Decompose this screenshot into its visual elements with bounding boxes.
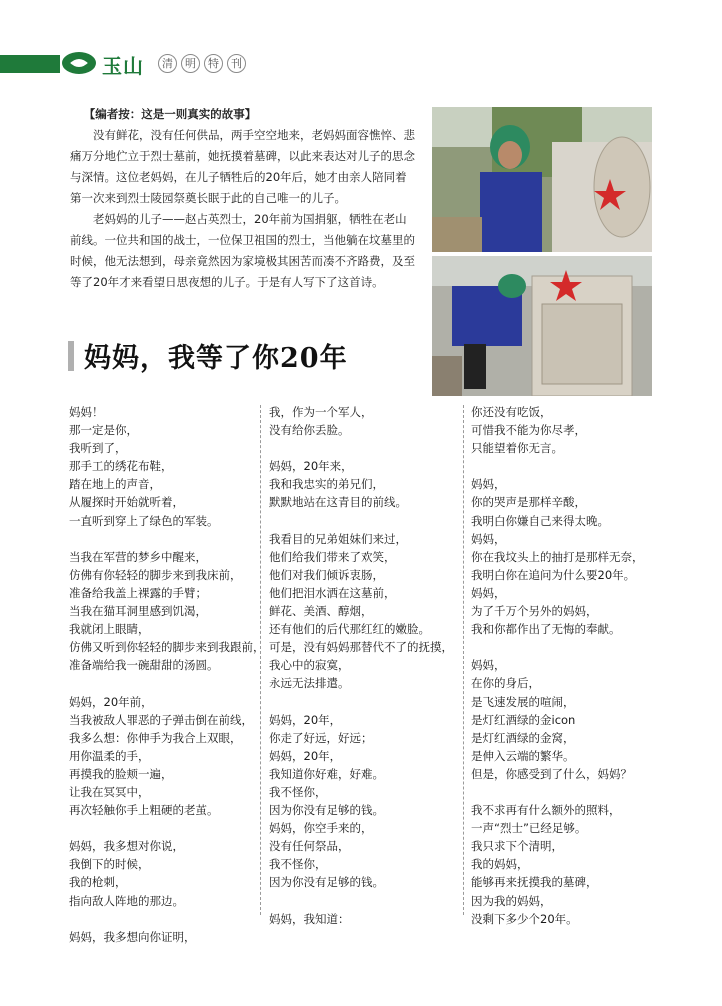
editor-note-paragraph: 没有鲜花，没有任何供品，两手空空地来，老妈妈面容憔悴、悲痛万分地伫立于烈士墓前，她抚摸着墓碑，以此来表达对儿子的思念与深情。这位老妈妈，在儿子牺牲后的20年后，她才由亲人陪同着第一次来到烈士陵园祭奠长眠于此的自己唯一的儿子。 bbox=[70, 128, 415, 205]
poem-line: 只能望着你无言。 bbox=[471, 441, 563, 456]
poem-line: 妈妈， bbox=[471, 477, 506, 492]
poem-line: 他们对我们倾诉衷肠， bbox=[269, 567, 384, 582]
photo-mother-at-tomb bbox=[432, 107, 652, 252]
poem-column-2 bbox=[269, 403, 459, 928]
poem-line: 我和你都作出了无悔的奉献。 bbox=[471, 622, 621, 637]
poem-line: 我不怪你， bbox=[269, 857, 327, 872]
poem-line: 我多么想：你伸手为我合上双眼， bbox=[69, 730, 242, 745]
poem-line: 妈妈，20年前， bbox=[69, 694, 153, 709]
poem-line: 在你的身后， bbox=[471, 676, 540, 691]
editor-note-label: 【编者按：这是一则真实的故事】 bbox=[83, 107, 257, 121]
poem-line: 我，作为一个军人， bbox=[269, 405, 373, 419]
stanza-break bbox=[69, 910, 255, 928]
poem-line: 是飞速发展的喧闹， bbox=[471, 694, 575, 709]
issue-label bbox=[158, 54, 246, 73]
stanza-break bbox=[269, 439, 459, 457]
poem-line: 我听到了， bbox=[69, 441, 127, 456]
poem-line: 为了千万个另外的妈妈， bbox=[471, 604, 598, 619]
poem-line: 妈妈，你空手来的， bbox=[269, 821, 373, 836]
poem-line: 他们给我们带来了欢笑， bbox=[269, 549, 396, 564]
poem-line: 妈妈，20年， bbox=[269, 712, 342, 727]
poem-line: 我的妈妈， bbox=[471, 857, 529, 872]
poem-line: 指向敌人阵地的那边。 bbox=[69, 893, 184, 908]
poem-line: 妈妈，20年， bbox=[269, 748, 342, 763]
poem-line: 妈妈， bbox=[471, 585, 506, 600]
poem-line: 是灯红酒绿的金窝， bbox=[471, 730, 575, 745]
poem-line: 一直听到穿上了绿色的军装。 bbox=[69, 513, 219, 528]
poem-line: 可惜我不能为你尽孝， bbox=[471, 423, 586, 438]
photo-mother-leaning-on-tombstone bbox=[432, 256, 652, 396]
poem-line: 但是，你感受到了什么，妈妈？ bbox=[471, 766, 632, 781]
poem-line: 我不求再有什么额外的照料， bbox=[471, 803, 621, 818]
poem-line: 妈妈，我多想对你说， bbox=[69, 839, 184, 854]
poem-title: 妈妈，我等了你20年 bbox=[84, 343, 348, 374]
poem-column-3 bbox=[471, 403, 671, 928]
stanza-break bbox=[471, 457, 671, 475]
title-accent-bar bbox=[68, 341, 74, 371]
issue-char: 刊 bbox=[227, 54, 246, 73]
poem-line: 我明白你在追问为什么要20年。 bbox=[471, 567, 636, 582]
poem-line: 你还没有吃饭， bbox=[471, 405, 552, 419]
poem-line: 当我在猫耳洞里感到饥渴， bbox=[69, 604, 207, 619]
magazine-logo-icon bbox=[60, 48, 98, 78]
poem-line: 我的枪刺， bbox=[69, 875, 127, 890]
poem-line: 那手工的绣花布鞋， bbox=[69, 459, 173, 474]
poem-line: 一声“烈士”已经足够。 bbox=[471, 821, 587, 836]
poem-line: 默默地站在这青目的前线。 bbox=[269, 495, 407, 510]
stanza-break bbox=[471, 783, 671, 801]
poem-line: 你在我坟头上的抽打是那样无奈， bbox=[471, 549, 644, 564]
poem-line: 我明白你嫌自己来得太晚。 bbox=[471, 513, 609, 528]
poem-column-1 bbox=[69, 403, 265, 946]
poem-line: 永远无法排遣。 bbox=[269, 676, 350, 691]
stanza-break bbox=[269, 512, 459, 530]
poem-line: 你的哭声是那样辛酸， bbox=[471, 495, 586, 510]
poem-line: 我不怪你， bbox=[269, 784, 327, 799]
poem-line: 再摸我的脸颊一遍， bbox=[69, 766, 173, 781]
poem-line: 他们把泪水洒在这墓前， bbox=[269, 585, 396, 600]
poem-line: 准备给我盖上裸露的手臂； bbox=[69, 585, 207, 600]
poem-line: 仿佛又听到你轻轻的脚步来到我跟前， bbox=[69, 640, 265, 655]
stanza-break bbox=[471, 638, 671, 656]
poem-line: 因为你没有足够的钱。 bbox=[269, 875, 384, 890]
poem-line: 因为我的妈妈， bbox=[471, 893, 552, 908]
poem-line: 是伸入云端的繁华。 bbox=[471, 748, 575, 763]
poem-line: 你走了好远，好远； bbox=[269, 730, 373, 745]
poem-line: 踏在地上的声音， bbox=[69, 477, 161, 492]
poem-line: 仿佛有你轻轻的脚步来到我床前， bbox=[69, 567, 242, 582]
poem-line: 当我被敌人罪恶的子弹击倒在前线， bbox=[69, 712, 253, 727]
poem-line: 我倒下的时候， bbox=[69, 857, 150, 872]
poem-line: 可是，没有妈妈那替代不了的抚摸， bbox=[269, 640, 453, 655]
stanza-break bbox=[69, 819, 255, 837]
poem-line: 妈妈！ bbox=[69, 405, 104, 419]
poem-line: 没有任何祭品， bbox=[269, 839, 350, 854]
poem-line: 让我在冥冥中， bbox=[69, 784, 150, 799]
poem-line: 准备端给我一碗甜甜的汤圆。 bbox=[69, 658, 219, 673]
poem-line: 我和我忠实的弟兄们， bbox=[269, 477, 384, 492]
poem-line: 我只求下个清明， bbox=[471, 839, 563, 854]
poem-line: 妈妈，我知道： bbox=[269, 911, 350, 926]
stanza-break bbox=[269, 693, 459, 711]
poem-line: 还有他们的后代那红红的嫩脸。 bbox=[269, 622, 430, 637]
poem-line: 我就闭上眼睛， bbox=[69, 622, 150, 637]
issue-char: 清 bbox=[158, 54, 177, 73]
poem-line: 再次轻触你手上粗硬的老茧。 bbox=[69, 803, 219, 818]
issue-char: 明 bbox=[181, 54, 200, 73]
poem-line: 因为你没有足够的钱。 bbox=[269, 803, 384, 818]
poem-line: 妈妈， bbox=[471, 531, 506, 546]
poem-line: 鲜花、美酒、醇烟， bbox=[269, 604, 373, 619]
poem-line: 我看目的兄弟姐妹们来过， bbox=[269, 531, 407, 546]
stanza-break bbox=[69, 530, 255, 548]
poem-line: 我心中的寂寞， bbox=[269, 658, 350, 673]
poem-line: 没剩下多少个20年。 bbox=[471, 911, 578, 926]
stanza-break bbox=[269, 892, 459, 910]
editor-note bbox=[70, 104, 418, 293]
poem-line: 从履探时开始就听着， bbox=[69, 495, 184, 510]
poem-line: 妈妈，20年来， bbox=[269, 459, 353, 474]
poem-line: 那一定是你， bbox=[69, 423, 138, 438]
poem-line: 当我在军营的梦乡中醒来， bbox=[69, 549, 207, 564]
header-accent-bar bbox=[0, 55, 60, 73]
column-divider bbox=[463, 405, 464, 915]
issue-char: 特 bbox=[204, 54, 223, 73]
poem-line: 妈妈，我多想向你证明， bbox=[69, 929, 196, 944]
poem-line: 我知道你好难，好难。 bbox=[269, 766, 384, 781]
column-divider bbox=[260, 405, 261, 915]
poem-line: 是灯红酒绿的金icon bbox=[471, 712, 576, 727]
poem-line: 能够再来抚摸我的墓碑， bbox=[471, 875, 598, 890]
stanza-break bbox=[69, 674, 255, 692]
poem-line: 没有给你丢脸。 bbox=[269, 423, 350, 438]
magazine-brand: 玉山 bbox=[102, 54, 144, 78]
poem-line: 妈妈， bbox=[471, 658, 506, 673]
poem-line: 用你温柔的手， bbox=[69, 748, 150, 763]
editor-note-paragraph: 老妈妈的儿子——赵占英烈士，20年前为国捐躯，牺牲在老山前线。一位共和国的战士，一位保卫祖国的烈士，当他躺在坟墓里的时候，他无法想到，母亲竟然因为家境极其困苦而凑不齐路费，及至等了20年才来看望日思夜想的儿子。于是有人写下了这首诗。 bbox=[70, 212, 415, 289]
